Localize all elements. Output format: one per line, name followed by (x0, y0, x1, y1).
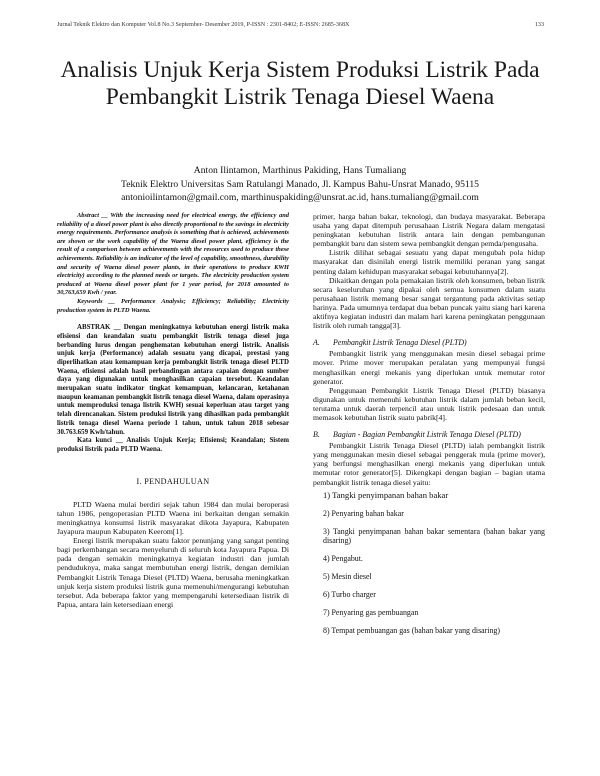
subsection-letter: B. (313, 430, 320, 440)
list-item: 6) Turbo charger (323, 589, 376, 599)
subsection-heading-a (313, 338, 545, 347)
page-number: 133 (534, 22, 544, 28)
plant-parts-list (313, 491, 545, 635)
right-column (313, 212, 545, 644)
subsection-a-paragraph: Penggunaan Pembangkit Listrik Tenaga Diesel (PLTD) biasanya digunakan untuk memenuhi kebutuhan listrik dalam jumlah beban kecil, terutama untuk daerah terpencil atau untuk listrik pedesaan dan untuk memasok kebutuhan listrik suatu pabrik[4]. (313, 385, 545, 422)
list-item: 5) Mesin diesel (323, 571, 372, 581)
list-item: 2) Penyaring bahan bakar (323, 508, 404, 518)
subsection-title: Pembangkit Listrik Tenaga Diesel (PLTD) (333, 338, 467, 348)
abstract-english: Abstract __ With the increasing need for electrical energy, the efficiency and reliability of a diesel power plant is also directly proportional to the savings in electricity energy requirements. Performance analysis is something that is achieved, achievements are shown or the work capability of the Waena diesel power plant, efficiency is the result of a comparison between achievements with the resources used to produce these achievements. Reliability is an indicator of the level of capability, smoothness, durability and security of Waena diesel power plants, in their operations to produce KWH electricity) according to the planned needs or targets. The electricity production system produced at Waena diesel power plant for 1 year period, for 2018 amounted to 30,763,659 Kwh / year. (57, 212, 289, 297)
author-emails: antonioilintamon@gmail.com, marthinuspakiding@unsrat.ac.id, hans.tumaliang@gmail.com (121, 192, 479, 203)
intro-paragraph: PLTD Waena mulai berdiri sejak tahun 1984 dan mulai beroperasi tahun 1986, pengoperasian PLTD Waena ini berkaitan dengan semakin meningkatnya konsumsi listrik masyarakat dikota Jayapura, Kabupaten Jayapura maupun Kabupaten Keerom[1]. (57, 499, 289, 537)
subsection-a-paragraph: Pembangkit listrik yang menggunakan mesin diesel sebagai prime mover. Prime mover merupakan peralatan yang mempunyai fungsi menghasilkan energi mekanis yang diperlukan untuk memutar rotor generator. (313, 349, 545, 386)
paper-title: Analisis Unjuk Kerja Sistem Produksi Listrik Pada Pembangkit Listrik Tenaga Diesel Waena (60, 57, 540, 110)
author-names: Anton Ilintamon, Marthinus Pakiding, Hans Tumaliang (193, 165, 407, 176)
intro-paragraph: Listrik dilihat sebagai sesuatu yang dapat mengubah pola hidup masyarakat dan disinilah energi listrik memiliki peranan yang sangat penting dalam kehidupan masyarakat sebagai kebutuhannya[2]. (313, 248, 545, 276)
running-header (57, 22, 544, 28)
subsection-title: Bagian - Bagian Pembangkit Listrik Tenaga Diesel (PLTD) (333, 430, 521, 440)
intro-paragraph: Dikaitkan dengan pola pemakaian listrik oleh konsumen, beban listrik secara keseluruhan yang dipakai oleh semua konsumen dalam suatu perusahaan listrik memang besar sangat tergantung pada aktivitas setiap harinya. Pada umumnya terdapat dua beban puncak yaitu siang hari karena aktifnya kegiatan industri dan malam hari karena peningkatan penggunaan listrik oleh rumah tangga[3]. (313, 275, 545, 331)
list-item: 7) Penyaring gas pembuangan (323, 607, 419, 617)
keywords-english: Keywords __ Performance Analysis; Efficiency; Reliability; Electricity production system in PLTD Waena. (57, 297, 289, 314)
author-affiliation: Teknik Elektro Universitas Sam Ratulangi Manado, Jl. Kampus Bahu-Unsrat Manado, 95115 (121, 178, 479, 190)
abstract-indonesian: ABSTRAK __ Dengan meningkatnya kebutuhan energi listrik maka efisiensi dan keandalan suatu pembangkit listrik tenaga diesel juga berbanding lurus dengan penghematan kebutuhan energi listrik. Analisis unjuk kerja (Performance) adalah sesuatu yang dicapai, prestasi yang diperlihatkan atau kemampuan kerja pembangkit listrik tenaga diesel PLTD Waena, efisiensi adalah hasil perbandingan antara capaian dengan sumber daya yang digunakan untuk menghasilkan capaian tersebut. Keandalan merupakan suatu indikator tingkat kemampuan, kelancaran, ketahanan maupun keamanan pembangkit listrik tenaga diesel Waena, dalam operasinya untuk memproduksi tenaga listrik KWH) sesuai keperluan atau target yang telah direncanakan. Sistem produksi listrik yang dihasilkan pada pembangkit listrik tenaga diesel Waena periode 1 tahun, untuk tahun 2018 sebesar 30.763.659 Kwh/tahun. (57, 324, 289, 436)
list-item: 4) Pengabut. (323, 553, 363, 563)
author-block (40, 164, 560, 205)
subsection-heading-b (313, 430, 545, 439)
list-item: 8) Tempat pembuangan gas (bahan bakar yang disaring) (323, 625, 500, 635)
list-item: 1) Tangki penyimpanan bahan bakar (323, 489, 449, 500)
section-heading-introduction: I. PENDAHULUAN (136, 476, 210, 486)
subsection-letter: A. (313, 338, 320, 348)
list-item: 3) Tangki penyimpanan bahan bakar sementara (bahan bakar yang disaring) (323, 526, 545, 545)
keywords-indonesian: Kata kunci __ Analisis Unjuk Kerja; Efisiensi; Keandalan; Sistem produksi listrik pada PLTD Waena. (57, 437, 289, 453)
intro-continuation: primer, harga bahan bakar, teknologi, dan budaya masyarakat. Beberapa usaha yang dapat ditempuh perusahaan Listrik Negara dalam mengatasi peningkatan kebutuhan listrik antara lain dengan pembangunan pembangkit baru dan sistem sewa pembangkit dengan pemda/pengusaha. (313, 212, 545, 249)
subsection-b-paragraph: Pembangkit Listrik Tenaga Diesel (PLTD) ialah pembangkit listrik yang menggunakan mesin diesel sebagai penggerak mula (prime mover), yang berfungsi menghasilkan energi mekanis yang diperlukan untuk memutar rotor generator[5]. Dikengkapi dengan bagian – bagian utama pembangkit listrik tenaga diesel yaitu: (313, 441, 545, 487)
left-column (57, 212, 289, 609)
journal-citation: Jurnal Teknik Elektro dan Komputer Vol.8 No.3 September- Desember 2019, P-ISSN : 2301-8402; E-ISSN: 2685-368X (57, 22, 350, 28)
intro-paragraph: Energi listrik merupakan suatu faktor penunjang yang sangat penting bagi perkembangan secara menyeluruh di seluruh kota Jayapura Papua. Di pada dengan semakin meningkatnya kegiatan industri dan jumlah penduduknya, maka sangat membutuhan energi listrik, dengan demikian Pembangkit Listrik Tenaga Diesel (PLTD) Waena, berusaha meningkatkan unjuk kerja sistem produksi listrik guna memenuhi/mengurangi kebutuhan tersebut. Ada beberapa faktor yang mempengaruhi ketersediaan listrik di Papua, antara lain ketersediaan energi (57, 536, 289, 609)
